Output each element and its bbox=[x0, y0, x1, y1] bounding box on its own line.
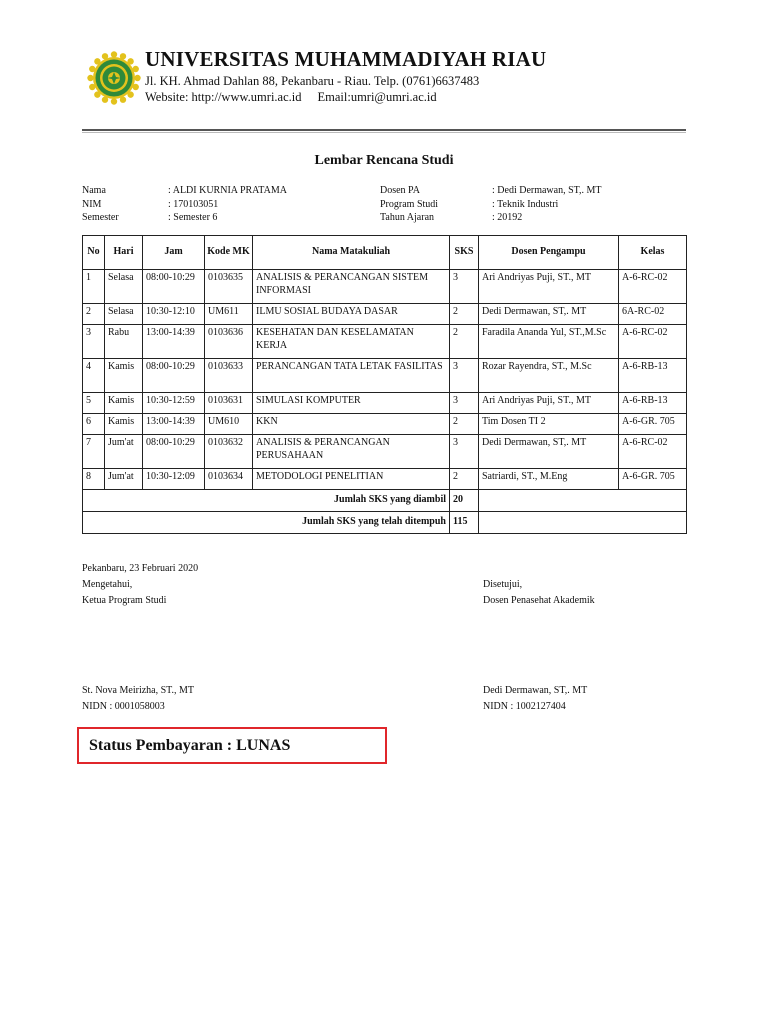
left-signatory bbox=[82, 683, 194, 714]
semester-label: Semester bbox=[82, 212, 119, 223]
name-label: Nama bbox=[82, 185, 106, 196]
cell-code: 0103635 bbox=[205, 270, 253, 304]
table-row bbox=[83, 469, 687, 490]
left-ack: Mengetahui, bbox=[82, 579, 133, 590]
cell-code: UM611 bbox=[205, 304, 253, 325]
cell-code: 0103634 bbox=[205, 469, 253, 490]
total-taken-label: Jumlah SKS yang diambil bbox=[83, 490, 450, 512]
seal-ray bbox=[111, 51, 117, 57]
total-passed-row bbox=[83, 512, 687, 534]
cell-day: Rabu bbox=[105, 325, 143, 359]
table-header-row bbox=[83, 236, 687, 270]
semester-row bbox=[82, 211, 287, 225]
cell-sks: 3 bbox=[450, 393, 479, 414]
semester-value: : Semester 6 bbox=[168, 212, 218, 223]
year-label: Tahun Ajaran bbox=[380, 212, 435, 223]
cell-lecturer: Ari Andriyas Puji, ST., MT bbox=[479, 270, 619, 304]
umri-seal-icon bbox=[87, 51, 141, 105]
nim-row bbox=[82, 198, 287, 212]
cell-no: 7 bbox=[83, 435, 105, 469]
nim-value: : 170103051 bbox=[168, 198, 219, 210]
cell-code: 0103631 bbox=[205, 393, 253, 414]
cell-lecturer: Tim Dosen TI 2 bbox=[479, 414, 619, 435]
cell-time: 08:00-10:29 bbox=[143, 359, 205, 393]
cell-class: A-6-RB-13 bbox=[619, 359, 687, 393]
table-row bbox=[83, 325, 687, 359]
cell-day: Kamis bbox=[105, 393, 143, 414]
cell-day: Kamis bbox=[105, 414, 143, 435]
header-code: Kode MK bbox=[205, 236, 253, 270]
total-taken-empty bbox=[479, 490, 687, 512]
cell-time: 10:30-12:59 bbox=[143, 393, 205, 414]
right-name: Dedi Dermawan, ST,. MT bbox=[483, 685, 588, 696]
advisor-label: Dosen PA bbox=[380, 185, 420, 196]
cell-course: ANALISIS & PERANCANGAN SISTEM INFORMASI bbox=[253, 270, 450, 304]
header-day: Hari bbox=[105, 236, 143, 270]
cell-sks: 2 bbox=[450, 469, 479, 490]
cell-course: PERANCANGAN TATA LETAK FASILITAS bbox=[253, 359, 450, 393]
cell-class: A-6-GR. 705 bbox=[619, 414, 687, 435]
seal-ray bbox=[111, 98, 117, 104]
cell-no: 8 bbox=[83, 469, 105, 490]
course-table bbox=[82, 235, 687, 534]
cell-course: KESEHATAN DAN KESELAMATAN KERJA bbox=[253, 325, 450, 359]
header-time: Jam bbox=[143, 236, 205, 270]
cell-course: SIMULASI KOMPUTER bbox=[253, 393, 450, 414]
cell-sks: 3 bbox=[450, 435, 479, 469]
cell-code: 0103632 bbox=[205, 435, 253, 469]
table-row bbox=[83, 270, 687, 304]
cell-lecturer: Faradila Ananda Yul, ST.,M.Sc bbox=[479, 325, 619, 359]
total-passed-empty bbox=[479, 512, 687, 534]
total-passed-label: Jumlah SKS yang telah ditempuh bbox=[83, 512, 450, 534]
cell-sks: 2 bbox=[450, 325, 479, 359]
cell-time: 10:30-12:09 bbox=[143, 469, 205, 490]
table-row bbox=[83, 393, 687, 414]
university-address: Jl. KH. Ahmad Dahlan 88, Pekanbaru - Riau. Telp. (0761)6637483 bbox=[145, 74, 480, 88]
left-nidn: NIDN : 0001058003 bbox=[82, 700, 165, 712]
cell-sks: 3 bbox=[450, 270, 479, 304]
cell-class: 6A-RC-02 bbox=[619, 304, 687, 325]
cell-time: 10:30-12:10 bbox=[143, 304, 205, 325]
cell-day: Kamis bbox=[105, 359, 143, 393]
cell-course: ILMU SOSIAL BUDAYA DASAR bbox=[253, 304, 450, 325]
table-row bbox=[83, 435, 687, 469]
cell-time: 13:00-14:39 bbox=[143, 414, 205, 435]
header-lecturer: Dosen Pengampu bbox=[479, 236, 619, 270]
cell-no: 1 bbox=[83, 270, 105, 304]
cell-code: 0103636 bbox=[205, 325, 253, 359]
total-taken-value: 20 bbox=[450, 490, 479, 512]
document-title: Lembar Rencana Studi bbox=[314, 153, 454, 168]
advisor-row bbox=[380, 184, 602, 198]
year-row bbox=[380, 211, 602, 225]
cell-code: 0103633 bbox=[205, 359, 253, 393]
seal-ray bbox=[134, 75, 140, 81]
cell-course: ANALISIS & PERANCANGAN PERUSAHAAN bbox=[253, 435, 450, 469]
left-name: St. Nova Meirizha, ST., MT bbox=[82, 685, 195, 696]
university-contacts bbox=[145, 90, 437, 105]
cell-time: 08:00-10:29 bbox=[143, 435, 205, 469]
header-course: Nama Matakuliah bbox=[253, 236, 450, 270]
university-name: UNIVERSITAS MUHAMMADIYAH RIAU bbox=[145, 47, 547, 71]
place-date: Pekanbaru, 23 Februari 2020 bbox=[82, 563, 199, 574]
left-role: Ketua Program Studi bbox=[82, 594, 167, 606]
seal-ray bbox=[87, 75, 93, 81]
cell-class: A-6-RC-02 bbox=[619, 270, 687, 304]
program-value: : Teknik Industri bbox=[492, 198, 559, 210]
table-row bbox=[83, 414, 687, 435]
name-value: : ALDI KURNIA PRATAMA bbox=[168, 185, 287, 196]
cell-class: A-6-RC-02 bbox=[619, 325, 687, 359]
program-label: Program Studi bbox=[380, 198, 439, 210]
right-ack: Disetujui, bbox=[483, 579, 523, 590]
cell-course: METODOLOGI PENELITIAN bbox=[253, 469, 450, 490]
cell-time: 13:00-14:39 bbox=[143, 325, 205, 359]
cell-no: 6 bbox=[83, 414, 105, 435]
cell-lecturer: Rozar Rayendra, ST., M.Sc bbox=[479, 359, 619, 393]
cell-code: UM610 bbox=[205, 414, 253, 435]
cell-day: Selasa bbox=[105, 304, 143, 325]
header-class: Kelas bbox=[619, 236, 687, 270]
cell-time: 08:00-10:29 bbox=[143, 270, 205, 304]
cell-class: A-6-RB-13 bbox=[619, 393, 687, 414]
cell-no: 4 bbox=[83, 359, 105, 393]
header-divider bbox=[82, 129, 686, 131]
cell-lecturer: Dedi Dermawan, ST,. MT bbox=[479, 304, 619, 325]
right-signature-block bbox=[483, 577, 595, 608]
student-info-right bbox=[380, 184, 602, 225]
program-row bbox=[380, 198, 602, 212]
nim-label: NIM bbox=[82, 198, 102, 210]
cell-lecturer: Satriardi, ST., M.Eng bbox=[479, 469, 619, 490]
header-sks: SKS bbox=[450, 236, 479, 270]
payment-status-box: Status Pembayaran : LUNAS bbox=[77, 727, 387, 764]
header-no: No bbox=[83, 236, 105, 270]
student-info-left bbox=[82, 184, 287, 225]
left-signature-block bbox=[82, 577, 166, 608]
right-signatory bbox=[483, 683, 587, 714]
cell-no: 3 bbox=[83, 325, 105, 359]
cell-day: Selasa bbox=[105, 270, 143, 304]
table-row bbox=[83, 359, 687, 393]
total-passed-value: 115 bbox=[450, 512, 479, 534]
right-nidn: NIDN : 1002127404 bbox=[483, 700, 566, 712]
website-link[interactable]: Website: http://www.umri.ac.id bbox=[145, 90, 302, 104]
cell-day: Jum'at bbox=[105, 435, 143, 469]
right-role: Dosen Penasehat Akademik bbox=[483, 594, 595, 606]
advisor-value: : Dedi Dermawan, ST,. MT bbox=[492, 185, 602, 196]
cell-class: A-6-RC-02 bbox=[619, 435, 687, 469]
course-rows bbox=[83, 270, 687, 534]
cell-no: 2 bbox=[83, 304, 105, 325]
cell-class: A-6-GR. 705 bbox=[619, 469, 687, 490]
name-row bbox=[82, 184, 287, 198]
year-value: : 20192 bbox=[492, 212, 523, 223]
cell-sks: 2 bbox=[450, 304, 479, 325]
total-taken-row bbox=[83, 490, 687, 512]
cell-lecturer: Dedi Dermawan, ST,. MT bbox=[479, 435, 619, 469]
cell-sks: 2 bbox=[450, 414, 479, 435]
cell-no: 5 bbox=[83, 393, 105, 414]
cell-sks: 3 bbox=[450, 359, 479, 393]
cell-course: KKN bbox=[253, 414, 450, 435]
cell-lecturer: Ari Andriyas Puji, ST., MT bbox=[479, 393, 619, 414]
table-row bbox=[83, 304, 687, 325]
cell-day: Jum'at bbox=[105, 469, 143, 490]
email-link[interactable]: Email:umri@umri.ac.id bbox=[317, 90, 437, 104]
header-divider-thin bbox=[82, 132, 686, 133]
